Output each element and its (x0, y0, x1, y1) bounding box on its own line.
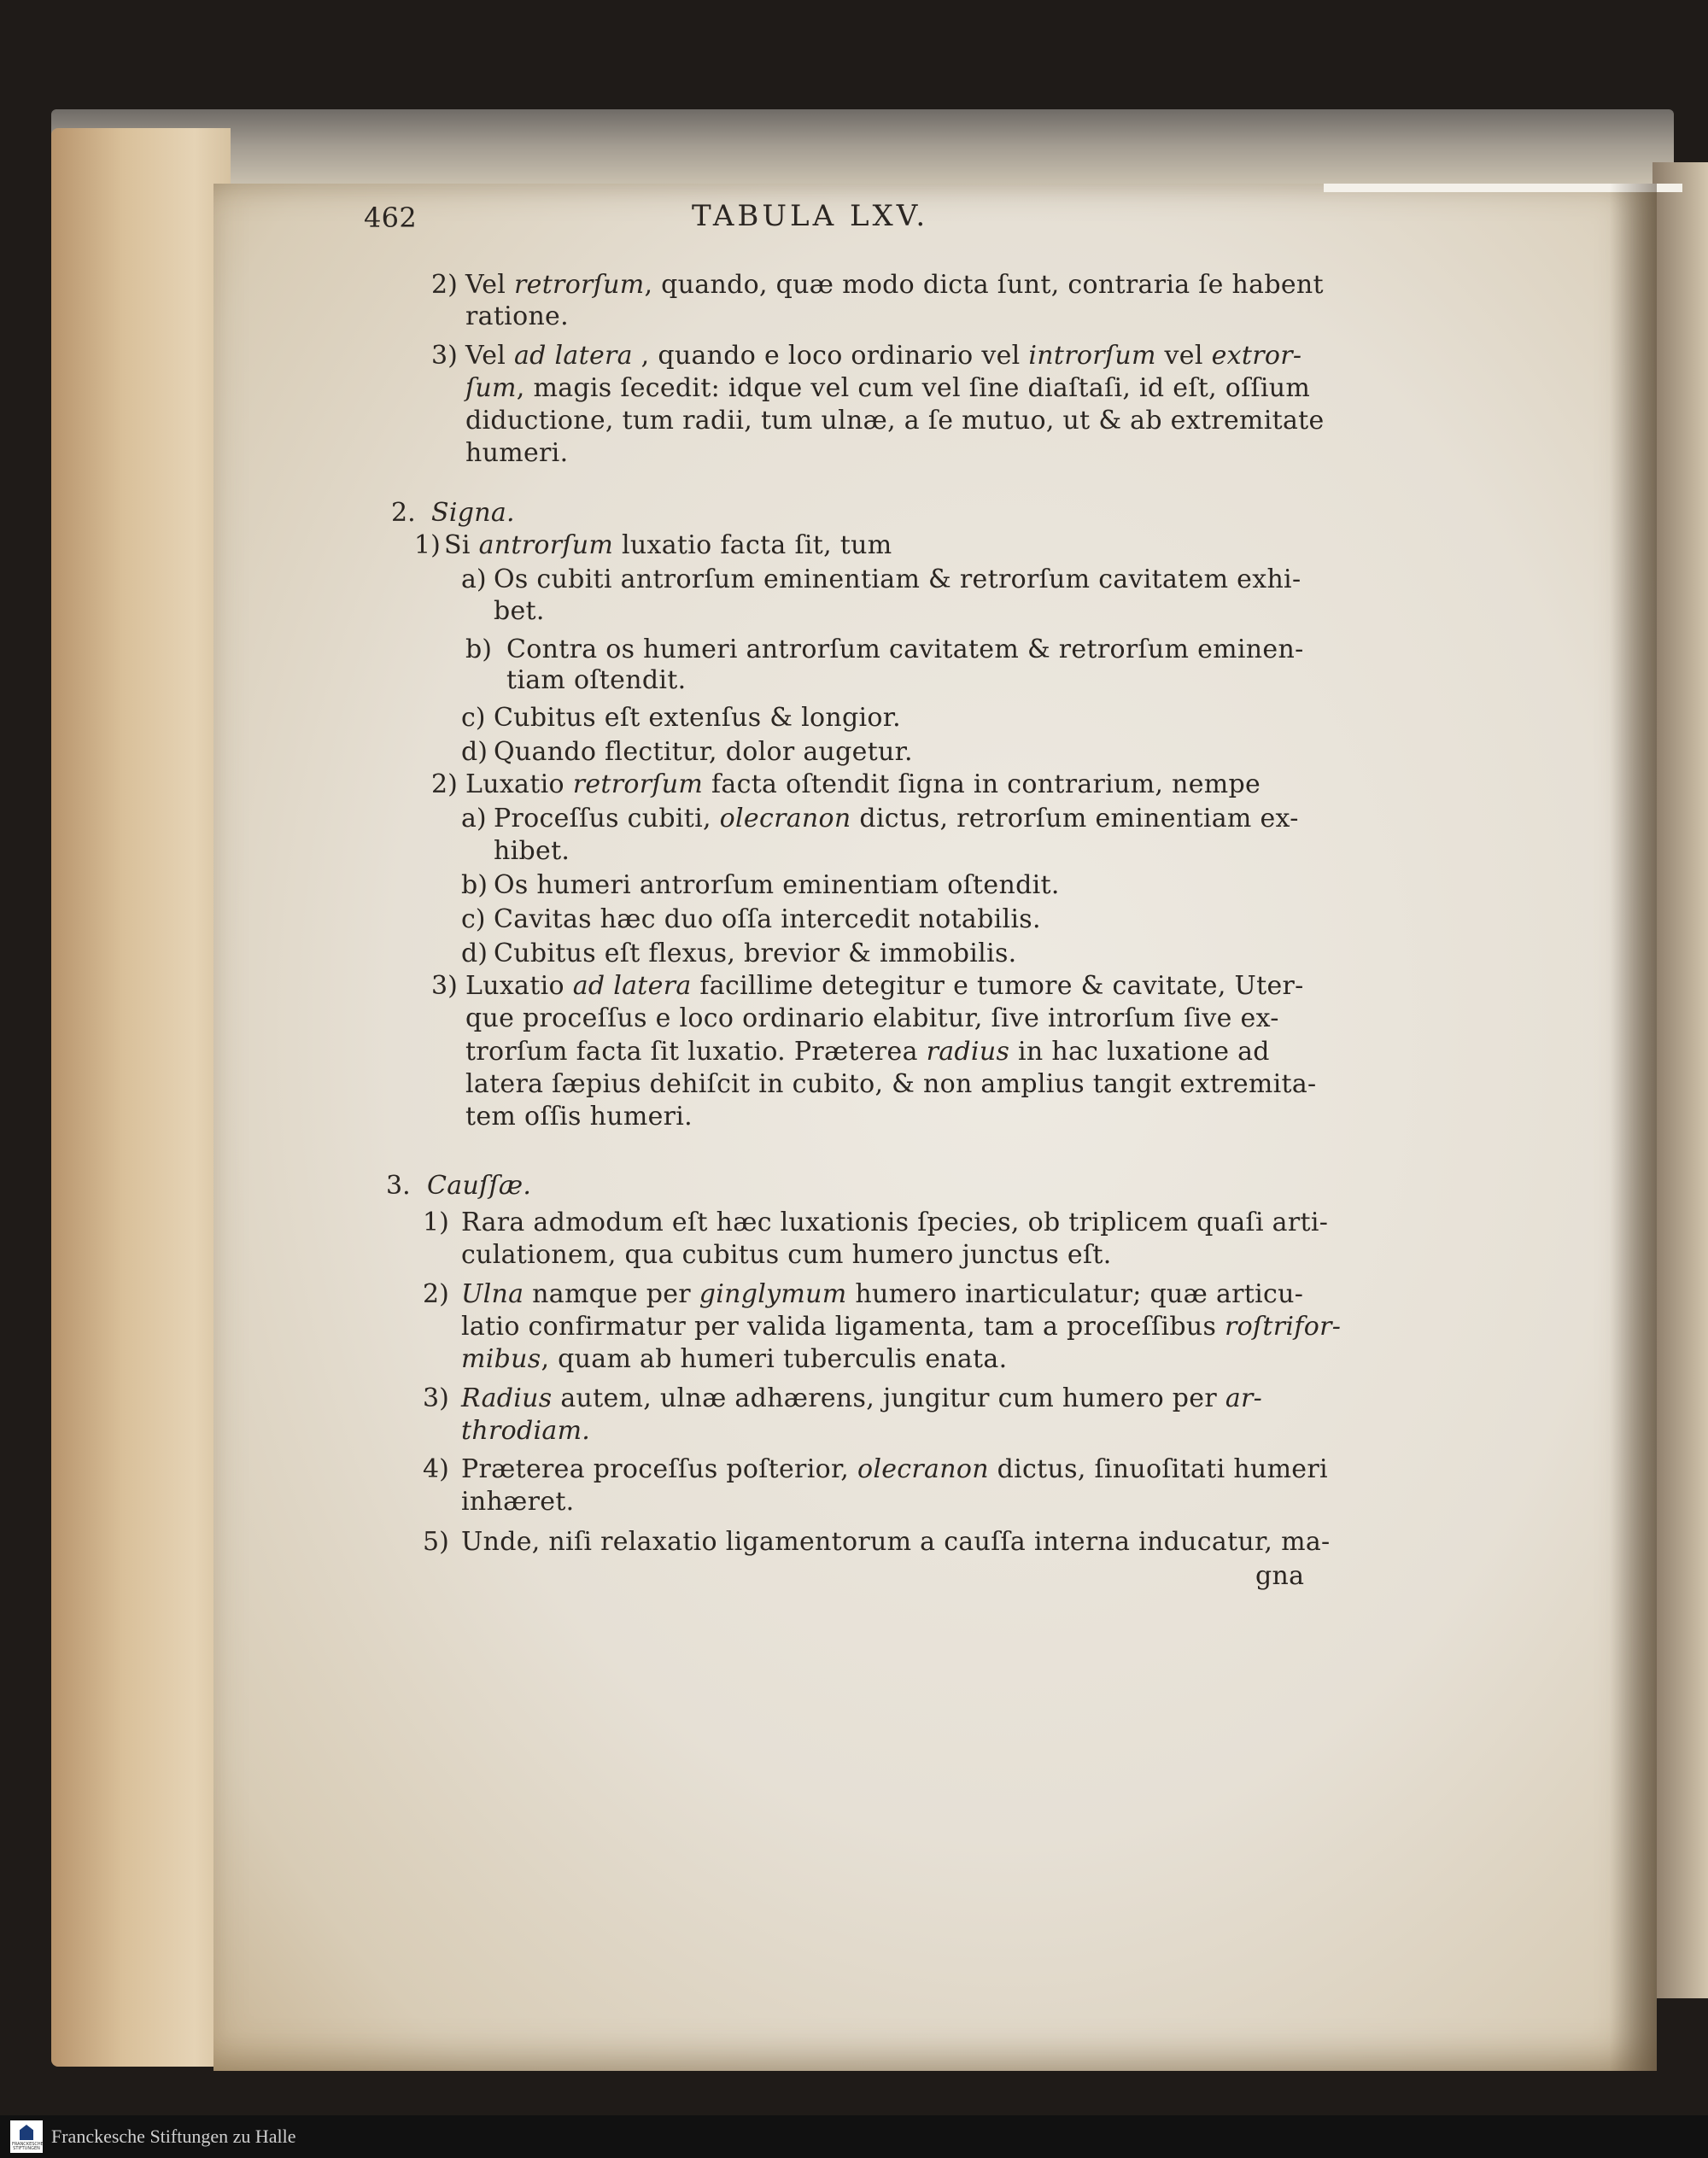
text-line: trorſum facta ſit luxatio. Præterea radius in hac luxatione ad (465, 1037, 1270, 1067)
line-marker: b) (461, 870, 488, 900)
text-line: tem oſſis humeri. (465, 1102, 693, 1132)
text-line: que proceſſus e loco ordinario elabitur, ſive introrſum ſive ex- (465, 1003, 1279, 1033)
line-marker: c) (461, 904, 486, 934)
text-line: gna (1255, 1561, 1305, 1591)
text-line: Vel ad latera , quando e loco ordinario vel introrſum vel extror- (465, 341, 1302, 371)
page-number: 462 (364, 202, 417, 234)
line-marker: d) (461, 939, 488, 968)
institution-logo (10, 2120, 43, 2153)
line-marker: 2) (423, 1279, 449, 1309)
book-left-edge (51, 128, 231, 2067)
line-marker: 2. (391, 498, 416, 528)
line-marker: 3. (386, 1171, 411, 1201)
line-marker: 1) (423, 1208, 449, 1237)
text-line: Cubitus eſt extenſus & longior. (494, 703, 901, 733)
text-line: Os humeri antrorſum eminentiam oſtendit. (494, 870, 1060, 900)
line-marker: 1) (414, 530, 441, 560)
text-line: tiam oſtendit. (506, 665, 687, 695)
text-line: bet. (494, 596, 545, 626)
footer-bar (0, 2115, 1708, 2158)
text-line: diductione, tum radii, tum ulnæ, a ſe mutuo, ut & ab extremitate (465, 406, 1325, 436)
text-line: Si antrorſum luxatio facta ſit, tum (444, 530, 892, 560)
text-line: ratione. (465, 301, 569, 331)
text-line: Cavitas hæc duo oſſa intercedit notabilis. (494, 904, 1041, 934)
text-line: Cubitus eſt flexus, brevior & immobilis. (494, 939, 1017, 968)
line-marker: 3) (423, 1383, 449, 1413)
line-marker: c) (461, 703, 486, 733)
line-marker: 5) (423, 1527, 449, 1557)
text-line: Contra os humeri antrorſum cavitatem & retrorſum eminen- (506, 635, 1304, 664)
text-line: Os cubiti antrorſum eminentiam & retrorſum cavitatem exhi- (494, 564, 1301, 594)
text-line: Unde, niſi relaxatio ligamentorum a cauſſa interna inducatur, ma- (461, 1527, 1331, 1557)
line-marker: 2) (431, 270, 458, 300)
footer-institution-label: Franckesche Stiftungen zu Halle (51, 2126, 296, 2147)
line-marker: 3) (431, 341, 458, 371)
text-line: mibus, quam ab humeri tuberculis enata. (461, 1344, 1008, 1374)
logo-text: FRANCKESCHE STIFTUNGEN (12, 2142, 44, 2151)
line-marker: d) (461, 737, 488, 767)
text-line: Luxatio ad latera facillime detegitur e tumore & cavitate, Uter- (465, 971, 1304, 1001)
text-line: Luxatio retrorſum facta oſtendit ſigna in contrarium, nempe (465, 769, 1261, 799)
text-line: ſum, magis ſecedit: idque vel cum vel ſine diaſtaſi, id eſt, oſſium (465, 373, 1311, 403)
text-line: Signa. (431, 498, 515, 528)
logo-house-icon (20, 2125, 33, 2140)
line-marker: 3) (431, 971, 458, 1001)
text-line: throdiam. (461, 1416, 591, 1446)
text-line: Præterea proceſſus poſterior, olecranon dictus, ſinuoſitati humeri (461, 1454, 1328, 1484)
page-text-block (214, 184, 1657, 2071)
line-marker: a) (461, 804, 487, 833)
book-page (214, 184, 1657, 2071)
text-line: Quando flectitur, dolor augetur. (494, 737, 913, 767)
text-line: culationem, qua cubitus cum humero junctus eſt. (461, 1240, 1112, 1270)
text-line: Cauſſæ. (427, 1171, 532, 1201)
text-line: latera ſæpius dehiſcit in cubito, & non amplius tangit extremita- (465, 1069, 1317, 1099)
book-top-edge (51, 109, 1674, 190)
text-line: Rara admodum eſt hæc luxationis ſpecies, ob triplicem quaſi arti- (461, 1208, 1329, 1237)
text-line: humeri. (465, 438, 569, 468)
text-line: Ulna namque per ginglymum humero inarticulatur; quæ articu- (461, 1279, 1304, 1309)
line-marker: a) (461, 564, 487, 594)
text-line: latio confirmatur per valida ligamenta, tam a proceſſibus roſtrifor- (461, 1312, 1342, 1342)
text-line: Proceſſus cubiti, olecranon dictus, retrorſum eminentiam ex- (494, 804, 1299, 833)
text-line: Radius autem, ulnæ adhærens, jungitur cum humero per ar- (461, 1383, 1263, 1413)
text-line: Vel retrorſum, quando, quæ modo dicta ſunt, contraria ſe habent (465, 270, 1324, 300)
line-marker: b) (465, 635, 492, 664)
text-line: hibet. (494, 836, 570, 866)
line-marker: 4) (423, 1454, 449, 1484)
line-marker: 2) (431, 769, 458, 799)
facing-page-edge (1652, 162, 1708, 1998)
page-title: TABULA LXV. (692, 199, 929, 233)
text-line: inhæret. (461, 1487, 575, 1517)
